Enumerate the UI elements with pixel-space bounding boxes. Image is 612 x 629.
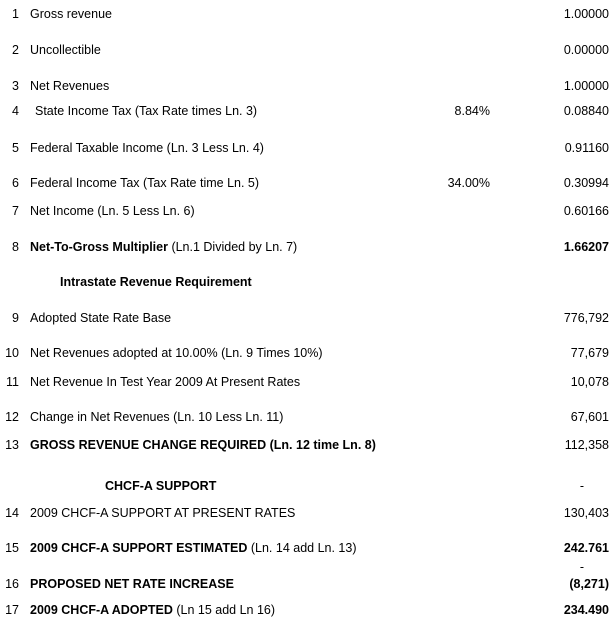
worksheet-row [0,237,612,257]
worksheet-row [0,173,612,193]
worksheet-row [0,503,612,523]
row-value-placeholder-dash: - [579,560,584,574]
row-label [30,40,101,60]
worksheet-row [0,538,612,558]
worksheet-row [0,101,612,121]
worksheet-row [0,372,612,392]
row-line-number: 12 [5,410,19,424]
row-line-number: 1 [12,7,19,21]
row-rate-percent: 34.00% [447,176,490,190]
row-label [30,372,300,392]
row-value: 77,679 [570,346,609,360]
row-label-detail: State Income Tax (Tax Rate times Ln. 3) [35,104,258,118]
worksheet-row [0,76,612,96]
worksheet-row [0,4,612,24]
row-label-emphasis: 2009 CHCF-A ADOPTED [30,603,173,617]
row-label-detail: 2009 CHCF-A SUPPORT AT PRESENT RATES [30,506,296,520]
row-value: 10,078 [570,375,609,389]
row-label [30,138,264,158]
row-label-detail: (Ln. 14 add Ln. 13) [247,541,357,555]
row-label-detail: Uncollectible [30,43,101,57]
row-value: 242.761 [563,541,609,555]
row-label [30,237,297,257]
row-label [35,101,257,121]
row-label-emphasis: 2009 CHCF-A SUPPORT ESTIMATED [30,541,248,555]
worksheet-row [0,343,612,363]
row-label [30,4,112,24]
row-value: 234.490 [563,603,609,617]
row-value: 0.00000 [563,43,609,57]
row-label [30,343,323,363]
row-label-detail: (Ln.1 Divided by Ln. 7) [167,240,298,254]
row-label [30,574,234,594]
section-header-value: - [579,479,584,493]
row-value: 1.00000 [563,7,609,21]
row-line-number: 11 [6,375,19,389]
row-label-detail: (Ln 15 add Ln 16) [172,603,276,617]
row-label-detail: Federal Income Tax (Tax Rate time Ln. 5) [30,176,260,190]
row-label [30,435,376,455]
row-label-detail: Adopted State Rate Base [30,311,172,325]
row-line-number: 7 [12,204,19,218]
row-label-detail: Change in Net Revenues (Ln. 10 Less Ln. 11) [30,410,284,424]
worksheet-row [0,560,612,594]
row-line-number: 5 [12,141,19,155]
row-label-detail: Net Income (Ln. 5 Less Ln. 6) [30,204,195,218]
section-header-intrastate-revenue-requirement: Intrastate Revenue Requirement [60,275,252,289]
row-label [30,600,275,620]
row-line-number: 14 [5,506,19,520]
row-line-number: 10 [5,346,19,360]
row-value: 0.30994 [563,176,609,190]
row-label-detail: Net Revenue In Test Year 2009 At Present Rates [30,375,301,389]
row-line-number: 13 [5,438,19,452]
row-line-number: 9 [12,311,19,325]
row-value: 1.66207 [563,240,609,254]
row-value: 130,403 [563,506,609,520]
row-line-number: 3 [12,79,19,93]
row-rate-percent: 8.84% [454,104,490,118]
row-line-number: 16 [5,577,19,591]
row-line-number: 4 [12,104,19,118]
row-line-number: 6 [12,176,19,190]
row-label-emphasis: PROPOSED NET RATE INCREASE [30,577,234,591]
row-label-emphasis: Net-To-Gross Multiplier [30,240,168,254]
row-value: 0.91160 [564,141,609,155]
row-line-number: 8 [12,240,19,254]
row-value: 0.60166 [563,204,609,218]
worksheet-row [0,600,612,620]
row-label-detail: Federal Taxable Income (Ln. 3 Less Ln. 4) [30,141,264,155]
row-label [30,76,109,96]
row-label [30,308,171,328]
row-line-number: 17 [5,603,19,617]
worksheet-row [0,435,612,455]
row-label-detail: Net Revenues adopted at 10.00% (Ln. 9 Times 10%) [30,346,323,360]
row-label-detail: Gross revenue [30,7,112,21]
row-label [30,201,195,221]
row-value: (8,271) [569,577,609,591]
worksheet-row [0,40,612,60]
row-label [30,407,283,427]
worksheet-row [0,138,612,158]
row-value: 0.08840 [563,104,609,118]
row-value: 776,792 [563,311,609,325]
worksheet-row [0,308,612,328]
row-value: 1.00000 [563,79,609,93]
row-label-detail: Net Revenues [30,79,110,93]
section-header-chcf-a-support: CHCF-A SUPPORT [105,479,217,493]
worksheet-row [0,201,612,221]
row-value: 67,601 [570,410,609,424]
row-label [30,173,259,193]
row-line-number: 2 [12,43,19,57]
row-value: 112,358 [564,438,609,452]
row-label [30,538,357,558]
worksheet-row [0,407,612,427]
row-label-emphasis: GROSS REVENUE CHANGE REQUIRED (Ln. 12 time Ln. 8) [30,438,376,452]
row-label [30,503,295,523]
row-line-number: 15 [5,541,19,555]
